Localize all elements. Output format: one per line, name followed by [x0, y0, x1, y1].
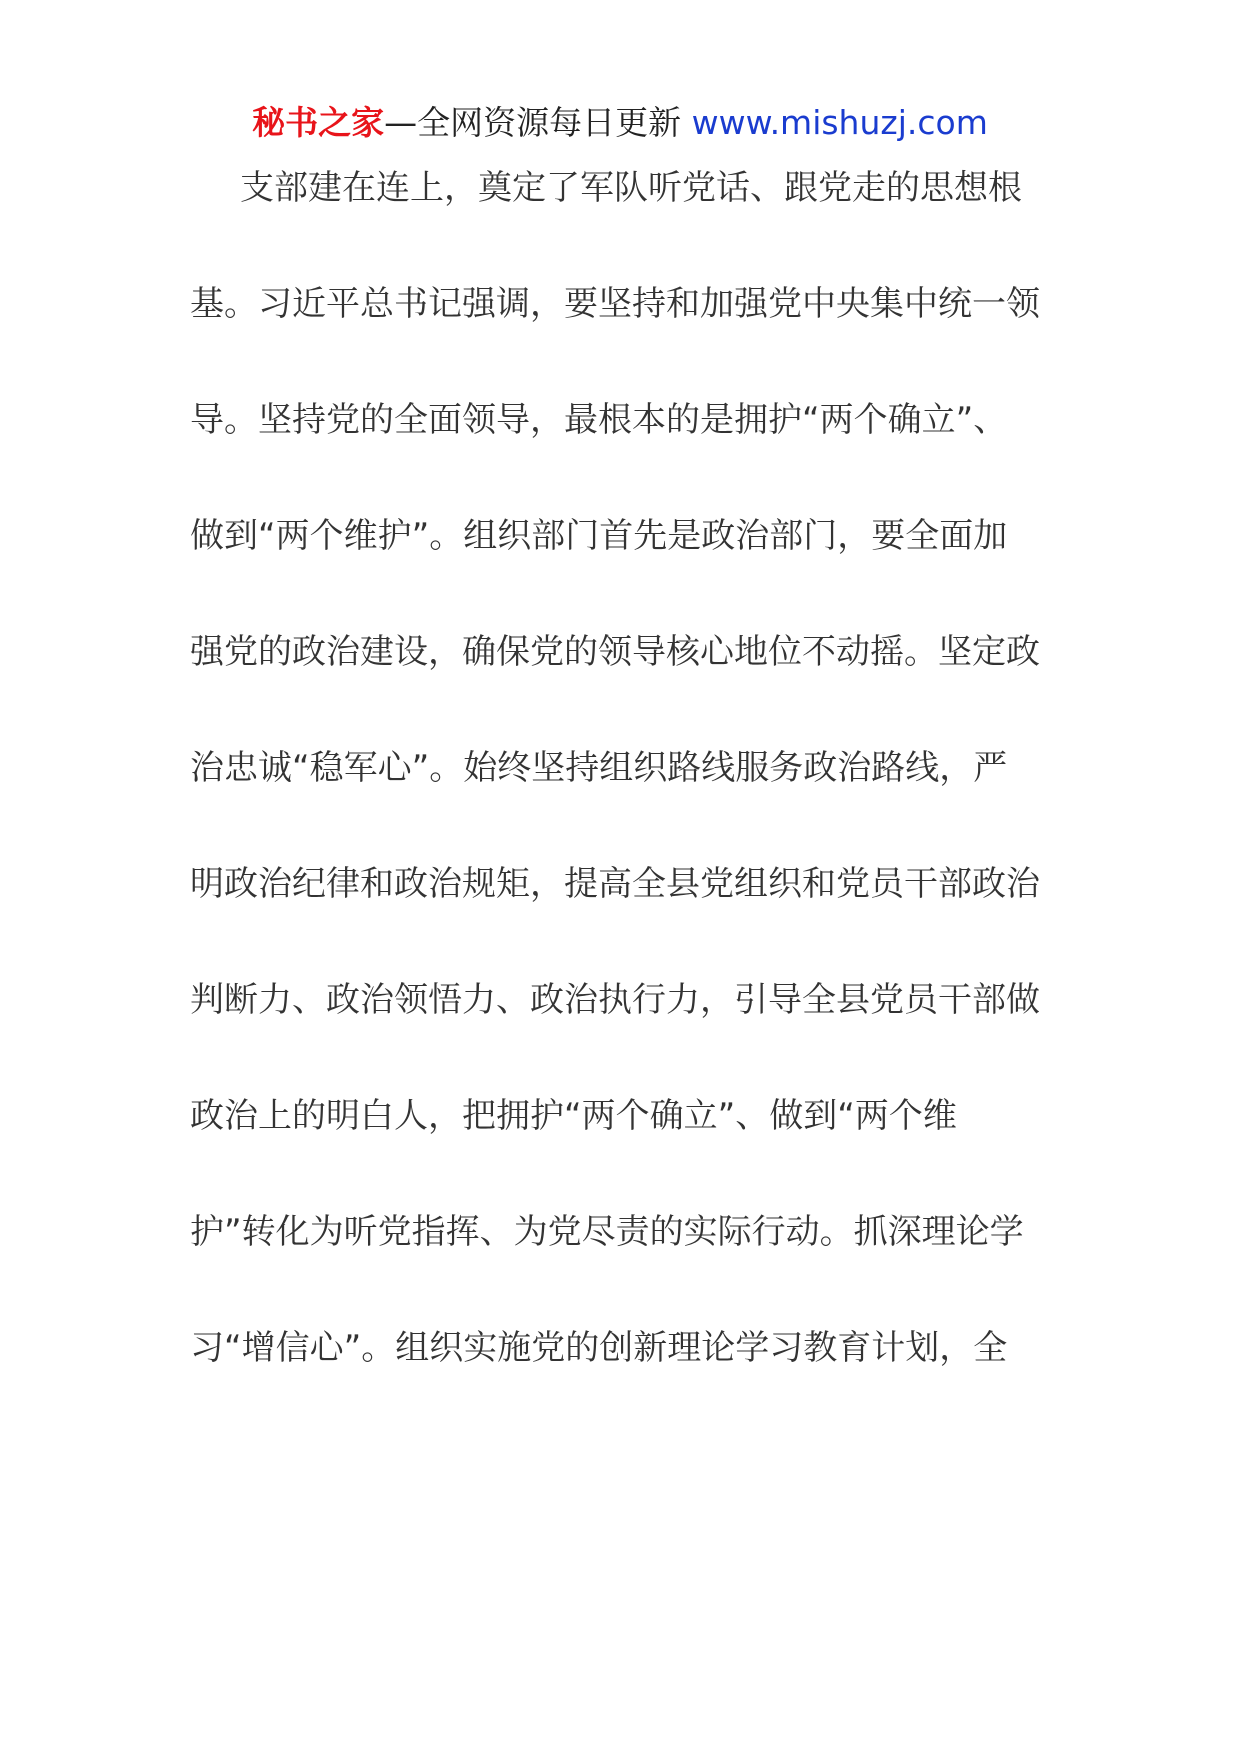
paragraph-line: 做到“两个维护”。组织部门首先是政治部门，要全面加	[190, 516, 1008, 556]
paragraph-line: 基。习近平总书记强调，要坚持和加强党中央集中统一领	[190, 284, 1040, 324]
page-header	[0, 98, 1240, 148]
paragraph-line: 支部建在连上，奠定了军队听党话、跟党走的思想根	[240, 168, 1022, 208]
paragraph-line: 习“增信心”。组织实施党的创新理论学习教育计划，全	[190, 1328, 1008, 1368]
paragraph-line: 政治上的明白人，把拥护“两个确立”、做到“两个维	[190, 1096, 957, 1136]
header-slogan: —全网资源每日更新	[384, 103, 692, 142]
brand-name: 秘书之家	[252, 103, 385, 142]
paragraph-line: 护”转化为听党指挥、为党尽责的实际行动。抓深理论学	[190, 1212, 1024, 1252]
site-url-link[interactable]: www.mishuzj.com	[691, 103, 988, 142]
paragraph-line: 明政治纪律和政治规矩，提高全县党组织和党员干部政治	[190, 864, 1040, 904]
paragraph-line: 判断力、政治领悟力、政治执行力，引导全县党员干部做	[190, 980, 1040, 1020]
paragraph-line: 治忠诚“稳军心”。始终坚持组织路线服务政治路线，严	[190, 748, 1008, 788]
paragraph-line: 强党的政治建设，确保党的领导核心地位不动摇。坚定政	[190, 632, 1040, 672]
paragraph-line: 导。坚持党的全面领导，最根本的是拥护“两个确立”、	[190, 400, 1008, 440]
